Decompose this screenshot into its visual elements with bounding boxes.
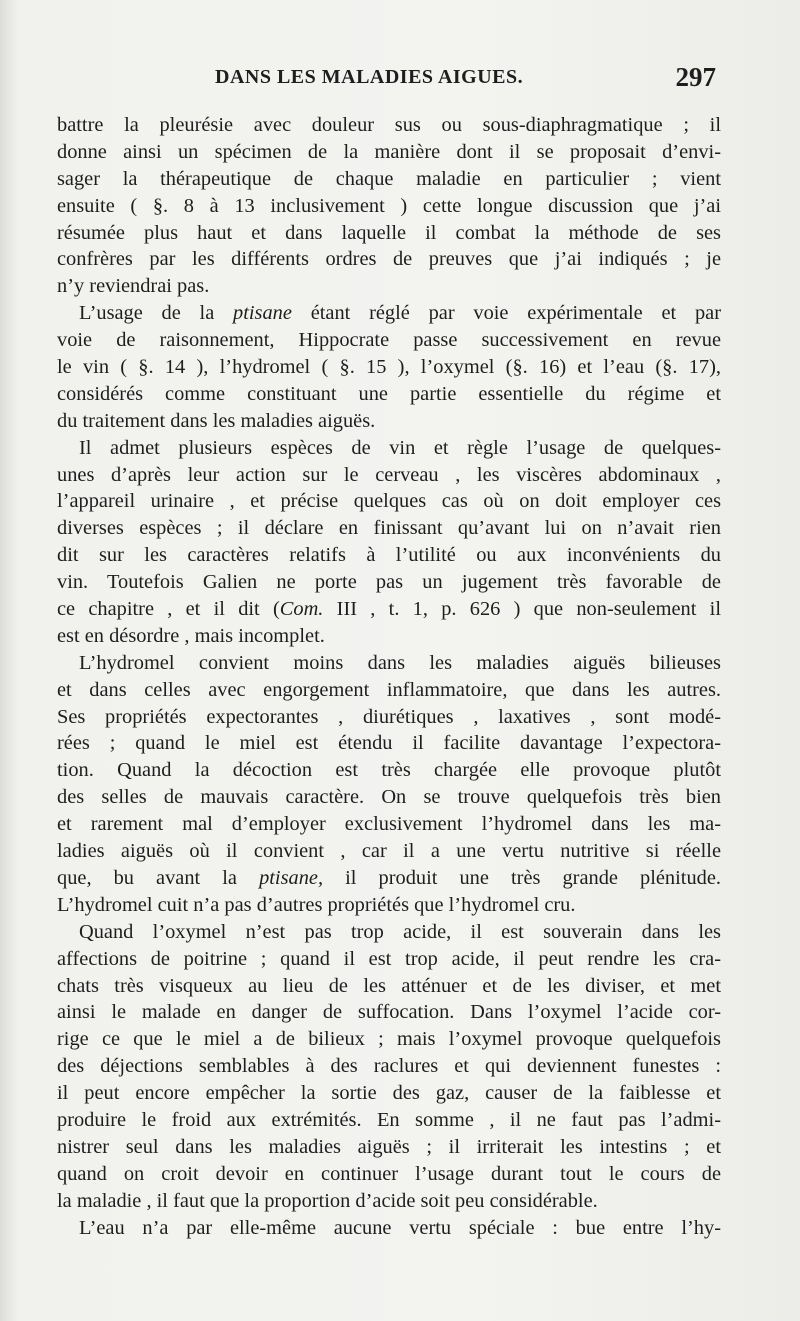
italic-term: ptisane xyxy=(233,302,292,325)
text-line: nistrer seul dans les maladies aiguës ; il irriterait les intestins ; et xyxy=(57,1135,721,1158)
text-run: III , t. 1, p. 626 ) que non-seulement il xyxy=(323,598,721,621)
page-number: 297 xyxy=(675,62,716,92)
text-line: n’y reviendrai pas. xyxy=(57,275,210,298)
text-run: étant réglé par voie expérimentale et par xyxy=(291,302,721,325)
running-title: DANS LES MALADIES AIGUES. xyxy=(215,66,524,88)
text-line: L’hydromel convient moins dans les maladies aiguës bilieuses xyxy=(79,651,721,674)
text-line: chats très visqueux au lieu de les atténuer et de les diviser, et met xyxy=(57,974,721,997)
text-line: l’appareil urinaire , et précise quelques cas où on doit employer ces xyxy=(57,490,721,513)
text-line: produire le froid aux extrémités. En somme , il ne faut pas l’admi- xyxy=(57,1108,721,1131)
text-line: le vin ( §. 14 ), l’hydromel ( §. 15 ), l’oxymel (§. 16) et l’eau (§. 17), xyxy=(57,356,721,379)
text-line: considérés comme constituant une partie essentielle du régime et xyxy=(57,382,721,405)
text-line xyxy=(57,300,721,327)
text-line: dit sur les caractères relatifs à l’utilité ou aux inconvénients du xyxy=(57,544,721,567)
text-line: affections de poitrine ; quand il est trop acide, il peut rendre les cra- xyxy=(57,947,721,970)
text-line: est en désordre , mais incomplet. xyxy=(57,624,325,647)
text-line xyxy=(57,596,721,623)
text-line: ensuite ( §. 8 à 13 inclusivement ) cette longue discussion que j’ai xyxy=(57,194,721,217)
text-line: tion. Quand la décoction est très chargée elle provoque plutôt xyxy=(57,759,721,782)
text-run: L’usage de la xyxy=(79,302,234,325)
text-line: sager la thérapeutique de chaque maladie en particulier ; vient xyxy=(57,167,721,190)
text-line: résumée plus haut et dans laquelle il combat la méthode de ses xyxy=(57,221,721,244)
italic-term: ptisane, xyxy=(259,866,324,889)
text-run: que, bu avant la xyxy=(57,866,260,889)
body-text xyxy=(57,112,721,1241)
text-line: du traitement dans les maladies aiguës. xyxy=(57,409,376,432)
text-line: vin. Toutefois Galien ne porte pas un jugement très favorable de xyxy=(57,571,721,594)
text-line: unes d’après leur action sur le cerveau , les viscères abdominaux , xyxy=(57,463,721,486)
text-line: quand on croit devoir en continuer l’usage durant tout le cours de xyxy=(57,1162,721,1185)
text-line: confrères par les différents ordres de preuves que j’ai indiqués ; je xyxy=(57,248,721,271)
text-run: il produit une très grande plénitude. xyxy=(323,866,721,889)
text-line: donne ainsi un spécimen de la manière dont il se proposait d’envi- xyxy=(57,140,721,163)
text-line: voie de raisonnement, Hippocrate passe successivement en revue xyxy=(57,329,721,352)
text-line: des selles de mauvais caractère. On se trouve quelquefois très bien xyxy=(57,786,721,809)
running-header xyxy=(57,62,716,100)
text-line: ladies aiguës où il convient , car il a une vertu nutritive si réelle xyxy=(57,840,721,863)
text-line: battre la pleurésie avec douleur sus ou sous-diaphragmatique ; il xyxy=(57,114,721,136)
text-line: et rarement mal d’employer exclusivement l’hydromel dans les ma- xyxy=(57,813,721,836)
text-line: L’hydromel cuit n’a pas d’autres propriétés que l’hydromel cru. xyxy=(57,893,576,916)
text-line: Ses propriétés expectorantes , diurétiques , laxatives , sont modé- xyxy=(57,705,721,728)
text-line: Quand l’oxymel n’est pas trop acide, il est souverain dans les xyxy=(79,920,721,943)
text-line xyxy=(57,865,721,892)
text-line: rées ; quand le miel est étendu il facilite davantage l’expectora- xyxy=(57,732,721,755)
text-line: et dans celles avec engorgement inflammatoire, que dans les autres. xyxy=(57,678,721,701)
italic-term: Com. xyxy=(279,598,324,621)
text-line: des déjections semblables à des raclures et qui deviennent funestes : xyxy=(57,1055,721,1078)
text-line: diverses espèces ; il déclare en finissant qu’avant lui on n’avait rien xyxy=(57,517,721,540)
text-line: L’eau n’a par elle-même aucune vertu spéciale : bue entre l’hy- xyxy=(79,1216,721,1239)
text-line: rige ce que le miel a de bilieux ; mais l’oxymel provoque quelquefois xyxy=(57,1028,721,1051)
text-line: la maladie , il faut que la proportion d’acide soit peu considérable. xyxy=(57,1189,598,1212)
text-line: ainsi le malade en danger de suffocation. Dans l’oxymel l’acide cor- xyxy=(57,1001,721,1024)
text-line: il peut encore empêcher la sortie des gaz, causer de la faiblesse et xyxy=(57,1082,721,1105)
text-run: ce chapitre , et il dit ( xyxy=(57,598,280,621)
text-line: Il admet plusieurs espèces de vin et règle l’usage de quelques- xyxy=(79,436,721,459)
